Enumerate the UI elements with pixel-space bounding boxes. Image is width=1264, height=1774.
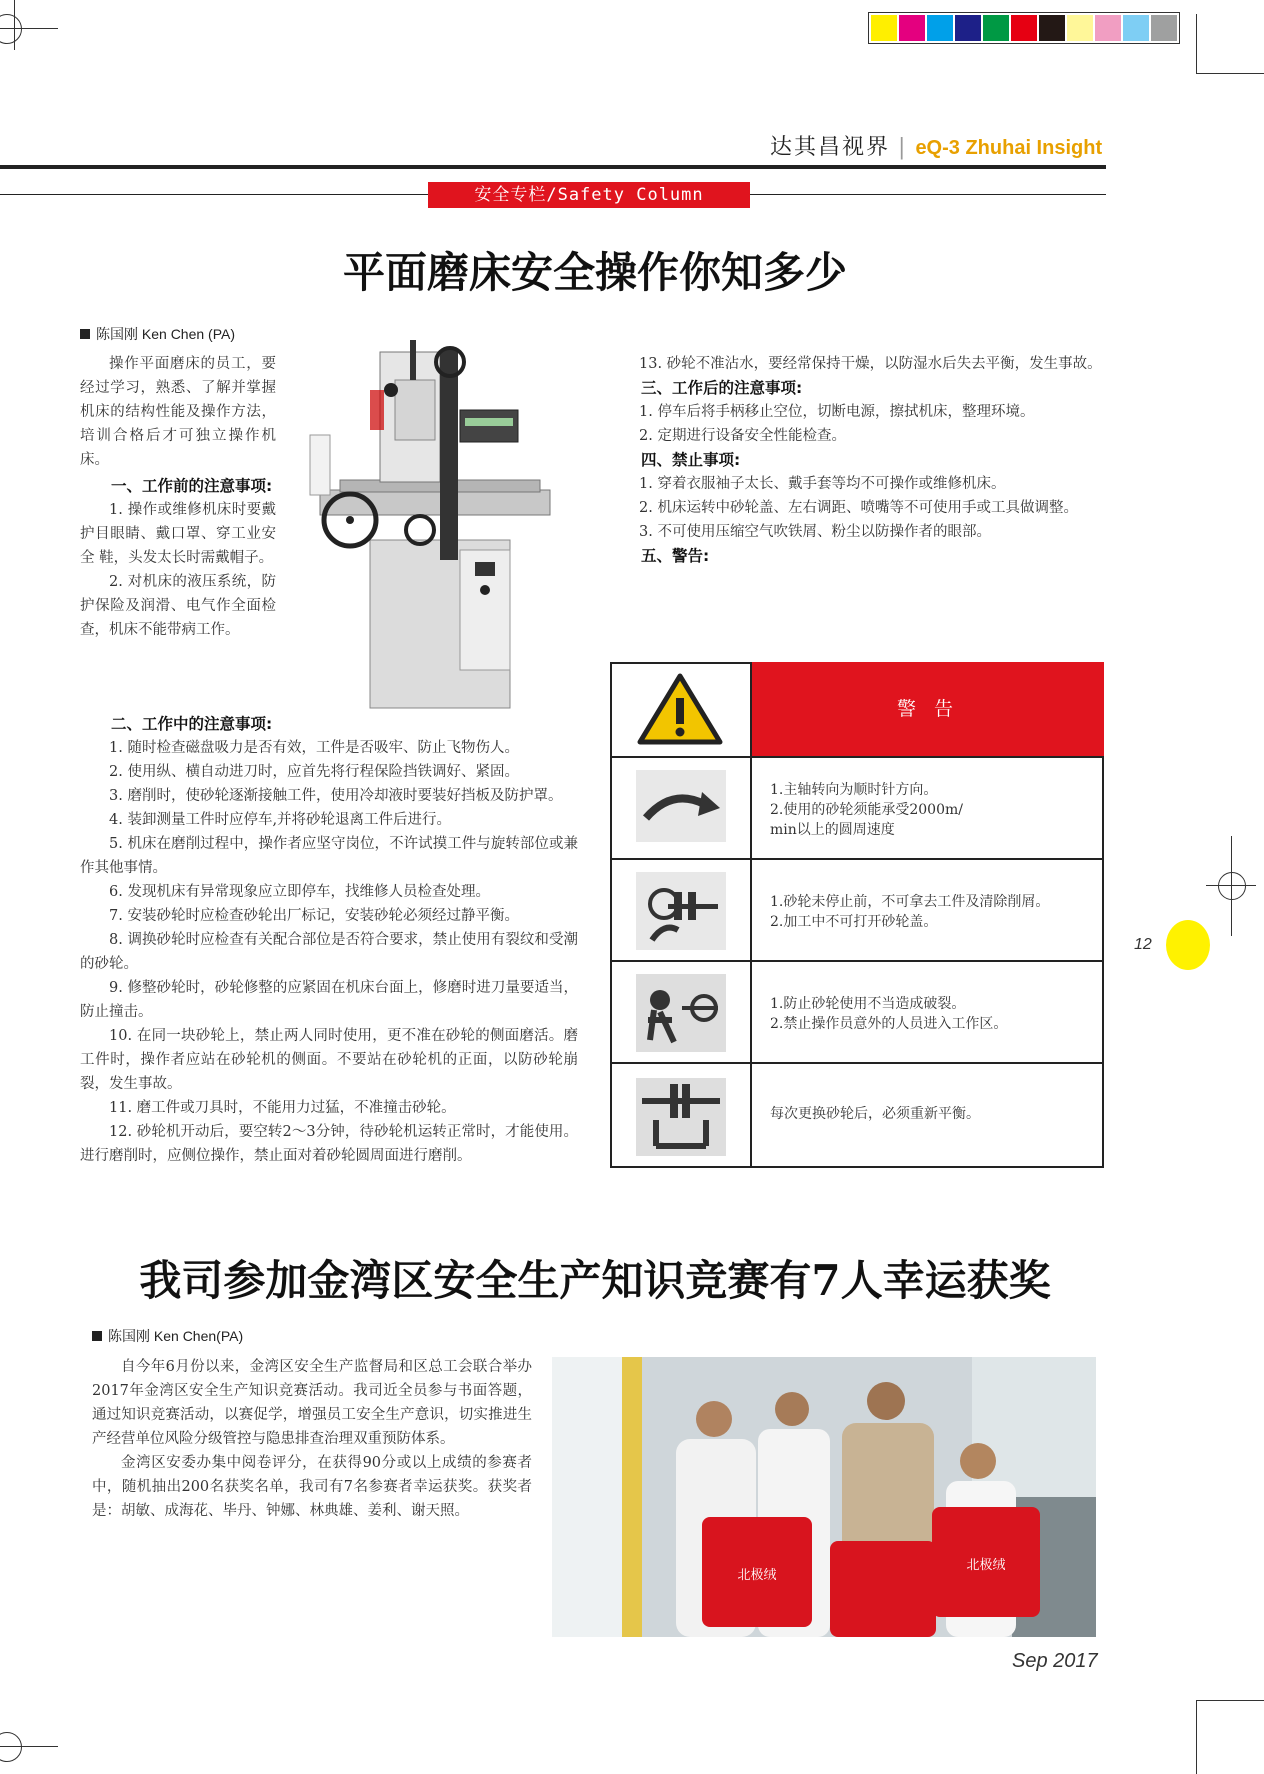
crop-mark [1196, 1700, 1197, 1774]
byline-text: 陈国刚 Ken Chen (PA) [96, 326, 236, 342]
color-swatch [955, 15, 981, 41]
wheel-breakage-icon [612, 962, 748, 1062]
header-rule [0, 165, 1106, 169]
list-item: 8. 调换砂轮时应检查有关配合部位是否符合要求，禁止使用有裂纹和受潮的砂轮。 [80, 932, 578, 972]
color-swatch [1011, 15, 1037, 41]
warning-icon-cell [612, 1064, 752, 1168]
rotation-direction-icon [612, 758, 748, 858]
list-item: 1. 操作或维修机床时要戴护目眼睛、戴口罩、穿工业安全 鞋，头发太长时需戴帽子。 [80, 502, 276, 566]
grinding-machine-image [300, 340, 560, 710]
list-item: 1. 穿着衣服袖子太长、戴手套等均不可操作或维修机床。 [639, 476, 1006, 492]
warning-text [770, 994, 1007, 1034]
intro-paragraph: 操作平面磨床的员工，要经过学习，熟悉、了解并掌握机床的结构性能及操作方法，培训合格后才可独立操作机床。 [80, 356, 276, 468]
section2-heading: 二、工作中的注意事项: [111, 715, 273, 733]
list-item: 1. 停车后将手柄移止空位，切断电源，擦拭机床，整理环境。 [639, 404, 1035, 420]
list-item: 2. 定期进行设备安全性能检查。 [639, 428, 846, 444]
warning-icon-cell [612, 962, 752, 1064]
color-swatch [1151, 15, 1177, 41]
registration-mark [0, 1732, 22, 1762]
warning-text [770, 892, 1049, 932]
article1-byline [80, 324, 235, 344]
color-swatch [1095, 15, 1121, 41]
article2-title: 我司参加金湾区安全生产知识竞赛有7人幸运获奖 [139, 1256, 1051, 1305]
page-tab-dot [1166, 920, 1210, 970]
warning-table [610, 662, 1104, 1168]
list-item: 3. 不可使用压缩空气吹铁屑、粉尘以防操作者的眼部。 [639, 524, 991, 540]
article1-middle-column [80, 712, 578, 1168]
warning-icon-cell [612, 758, 752, 860]
issue-date: Sep 2017 [1012, 1650, 1098, 1672]
list-item: 10. 在同一块砂轮上，禁止两人同时使用，更不准在砂轮的侧面磨活。磨工件时，操作者应站在砂轮机的侧面。不要站在砂轮机的正面，以防砂轮崩裂，发生事故。 [80, 1028, 578, 1092]
list-item: 7. 安装砂轮时应检查砂轮出厂标记，安装砂轮必须经过静平衡。 [109, 908, 519, 924]
list-item: 11. 磨工件或刀具时，不能用力过猛，不准撞击砂轮。 [109, 1100, 456, 1116]
warning-line: 每次更换砂轮后，必须重新平衡。 [770, 1106, 980, 1122]
warning-line: 2.使用的砂轮须能承受2000m/ [770, 802, 963, 818]
article1-left-column [80, 352, 276, 642]
article2-paragraph: 金湾区安委办集中阅卷评分，在获得90分或以上成绩的参赛者中，随机抽出200名获奖名单，我司有7名参赛者幸运获奖。获奖者是：胡敏、成海花、毕丹、钟娜、林典雄、姜利、谢天照。 [92, 1455, 532, 1519]
crop-mark [1196, 1700, 1264, 1701]
warning-text [770, 1104, 980, 1124]
list-item: 1. 随时检查磁盘吸力是否有效，工件是否吸牢、防止飞物伤人。 [109, 740, 519, 756]
section4-heading: 四、禁止事项: [641, 451, 741, 469]
list-item: 3. 磨削时，使砂轮逐渐接触工件，使用冷却液时要装好挡板及防护罩。 [109, 788, 563, 804]
warning-row [612, 858, 1102, 962]
crop-mark [1196, 14, 1197, 74]
article1-right-column [610, 352, 1106, 568]
page-number: 12 [1134, 936, 1152, 953]
warning-line: 2.加工中不可打开砂轮盖。 [770, 914, 938, 930]
wheel-balance-icon [612, 1064, 748, 1164]
color-swatch [927, 15, 953, 41]
warning-text [770, 780, 963, 840]
crop-mark [1231, 836, 1232, 936]
list-item: 13. 砂轮不准沾水，要经常保持干燥，以防湿水后失去平衡，发生事故。 [639, 356, 1102, 372]
byline-text: 陈国刚 Ken Chen(PA) [108, 1328, 244, 1344]
masthead: 达其昌视界 | eQ-3 Zhuhai Insight [770, 135, 1103, 160]
warning-row [612, 960, 1102, 1064]
warning-header: 警 告 [752, 662, 1104, 756]
list-item: 2. 使用纵、横自动进刀时，应首先将行程保险挡铁调好、紧固。 [109, 764, 519, 780]
warning-row [612, 1062, 1102, 1168]
color-swatch [1067, 15, 1093, 41]
warning-triangle-icon [612, 662, 748, 754]
list-item: 12. 砂轮机开动后，要空转2～3分钟，待砂轮机运转正常时，才能使用。进行磨削时，应侧位操作，禁止面对着砂轮圆周面进行磨削。 [80, 1124, 578, 1164]
brand-en: eQ-3 Zhuhai Insight [915, 137, 1103, 159]
award-winners-photo [552, 1357, 1096, 1637]
no-hand-near-wheel-icon [612, 860, 748, 960]
list-item: 4. 装卸测量工件时应停车,并将砂轮退离工件后进行。 [109, 812, 452, 828]
warning-line: 1.主轴转向为顺时针方向。 [770, 782, 938, 798]
article1-title: 平面磨床安全操作你知多少 [342, 248, 847, 297]
color-swatch [983, 15, 1009, 41]
warning-header-row [612, 662, 1102, 756]
article2-paragraph: 自今年6月份以来，金湾区安全生产监督局和区总工会联合举办2017年金湾区安全生产知识竞赛活动。我司近全员参与书面答题，通过知识竞赛活动，以赛促学，增强员工安全生产意识，切实推进生产经营单位风险分级管控与隐患排查治理双重预防体系。 [92, 1359, 532, 1447]
warning-icon-cell [612, 860, 752, 962]
list-item: 5. 机床在磨削过程中，操作者应坚守岗位，不许试摸工件与旋转部位或兼作其他事情。 [80, 836, 578, 876]
section5-heading: 五、警告: [641, 547, 710, 565]
list-item: 9. 修整砂轮时，砂轮修整的应紧固在机床台面上，修磨时进刀量要适当，防止撞击。 [80, 980, 578, 1020]
color-swatch [1123, 15, 1149, 41]
list-item: 2. 对机床的液压系统，防护保险及润滑、电气作全面检查，机床不能带病工作。 [80, 574, 276, 638]
section1-heading: 一、工作前的注意事项: [111, 477, 273, 495]
article2-byline [92, 1326, 243, 1346]
color-swatch [871, 15, 897, 41]
warning-line: 1.砂轮未停止前，不可拿去工件及清除削屑。 [770, 894, 1050, 910]
section3-heading: 三、工作后的注意事项: [641, 379, 803, 397]
warning-line: 1.防止砂轮使用不当造成破裂。 [770, 996, 966, 1012]
article2-body [92, 1355, 532, 1523]
registration-mark [0, 14, 22, 44]
crop-mark [1196, 73, 1264, 74]
list-item: 2. 机床运转中砂轮盖、左右调距、喷嘴等不可使用手或工具做调整。 [639, 500, 1078, 516]
list-item: 6. 发现机床有异常现象应立即停车，找维修人员检查处理。 [109, 884, 490, 900]
warning-icon-cell [612, 662, 752, 756]
warning-row [612, 756, 1102, 860]
color-swatch [1039, 15, 1065, 41]
color-bar [868, 12, 1180, 44]
bag-brand-text: 北极绒 [737, 1568, 777, 1583]
warning-line: 2.禁止操作员意外的人员进入工作区。 [770, 1016, 1008, 1032]
bag-brand-text: 北极绒 [966, 1558, 1006, 1573]
color-swatch [899, 15, 925, 41]
registration-mark [1218, 872, 1246, 900]
brand-cn: 达其昌视界 [770, 135, 891, 160]
warning-line: min以上的圆周速度 [770, 822, 895, 838]
column-tag: 安全专栏/Safety Column [428, 182, 750, 208]
